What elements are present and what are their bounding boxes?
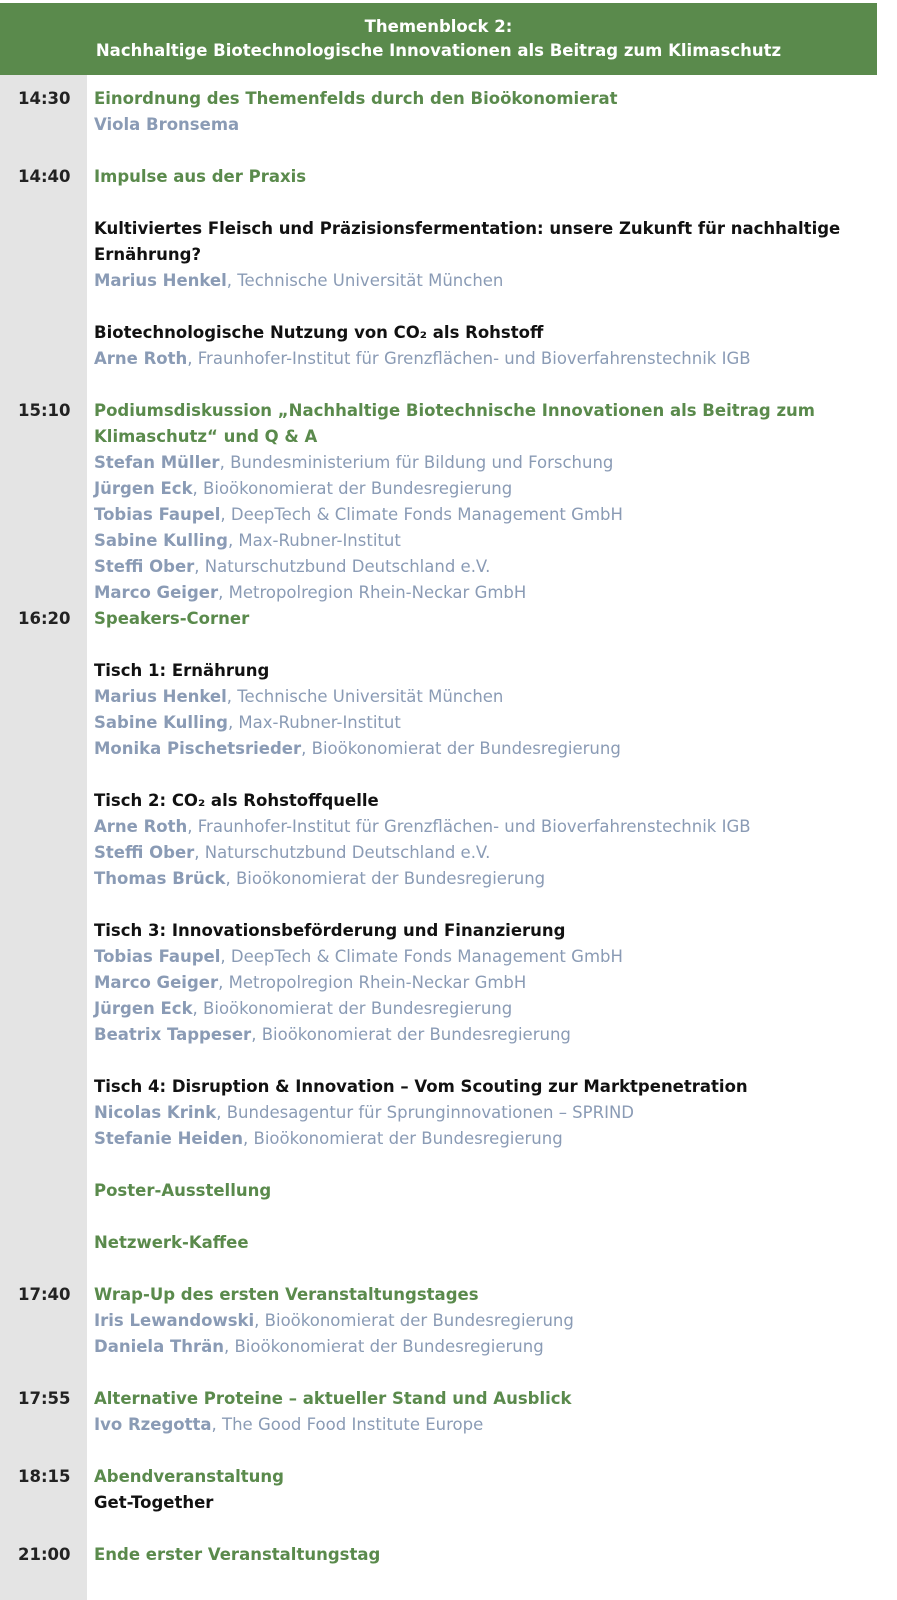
speaker-name: Beatrix Tappeser	[94, 1025, 252, 1044]
speaker-org: , Bioökonomierat der Bundesregierung	[223, 1337, 544, 1356]
speaker-name: Iris Lewandowski	[94, 1311, 255, 1330]
session-title: Podiumsdiskussion „Nachhaltige Biotechnische Innovationen als Beitrag zum	[94, 401, 815, 420]
panelist-line	[94, 450, 864, 476]
panelist-line	[94, 554, 864, 580]
table-title: Tisch 4: Disruption & Innovation – Vom Scouting zur Marktpenetration	[94, 1077, 748, 1096]
speaker-name: Arne Roth	[94, 349, 188, 368]
speaker-org: , Bioökonomierat der Bundesregierung	[301, 739, 621, 758]
speaker-name: Nicolas Krink	[94, 1103, 217, 1122]
program-item-1430	[0, 86, 877, 138]
session-title: Einordnung des Themenfelds durch den Bioökonomierat	[94, 89, 618, 108]
program-item-1440	[0, 164, 877, 372]
speaker-org: , Bioökonomierat der Bundesregierung	[225, 869, 546, 888]
panelist-name: Stefan Müller	[94, 453, 220, 472]
talk-title-continued: Ernährung?	[94, 245, 202, 264]
panelist-line	[94, 476, 864, 502]
program-item-1620	[0, 606, 877, 1256]
panelist-line	[94, 528, 864, 554]
session-title: Abendveranstaltung	[94, 1467, 284, 1486]
speaker-name: Marco Geiger	[94, 973, 219, 992]
speaker-line	[94, 944, 864, 970]
session-subtitle: Get-Together	[94, 1493, 214, 1512]
session-title: Ende erster Veranstaltungstag	[94, 1545, 381, 1564]
panelist-name: Sabine Kulling	[94, 531, 228, 550]
speaker-org: , Technische Universität München	[226, 687, 504, 706]
speaker-org: , The Good Food Institute Europe	[211, 1415, 484, 1434]
speaker-line	[94, 866, 864, 892]
time-label: 14:40	[18, 167, 71, 186]
speaker-org: , Bundesagentur für Sprunginnovationen – SPRIND	[216, 1103, 634, 1122]
poster-exhibition: Poster-Ausstellung	[94, 1181, 272, 1200]
time-label: 15:10	[18, 401, 71, 420]
speaker-org: , Max-Rubner-Institut	[227, 713, 401, 732]
speaker-name: Arne Roth	[94, 817, 188, 836]
speaker-org: , Bioökonomierat der Bundesregierung	[192, 999, 513, 1018]
speaker-line	[94, 814, 864, 840]
speaker-line	[94, 1022, 864, 1048]
table-title: Tisch 2: CO₂ als Rohstoffquelle	[94, 791, 379, 810]
speaker-line	[94, 1334, 864, 1360]
speaker-line	[94, 268, 864, 294]
talk-title: Biotechnologische Nutzung von CO₂ als Rohstoff	[94, 323, 544, 342]
session-title: Speakers-Corner	[94, 609, 250, 628]
speaker-org: , Bioökonomierat der Bundesregierung	[251, 1025, 571, 1044]
panelist-org: , Bundesministerium für Bildung und Forschung	[219, 453, 614, 472]
panelist-org: , Max-Rubner-Institut	[227, 531, 401, 550]
panelist-name: Marco Geiger	[94, 583, 219, 602]
speaker-name: Stefanie Heiden	[94, 1129, 244, 1148]
speaker-line	[94, 736, 864, 762]
speaker-line	[94, 684, 864, 710]
speaker-name: Viola Bronsema	[94, 115, 240, 134]
panelist-name: Jürgen Eck	[94, 479, 193, 498]
time-label: 14:30	[18, 89, 71, 108]
talk-title: Kultiviertes Fleisch und Präzisionsfermentation: unsere Zukunft für nachhaltige	[94, 219, 841, 238]
speaker-line	[94, 996, 864, 1022]
speaker-org: , Technische Universität München	[226, 271, 504, 290]
time-label: 18:15	[18, 1467, 71, 1486]
table-title: Tisch 3: Innovationsbeförderung und Finanzierung	[94, 921, 566, 940]
session-title: Wrap-Up des ersten Veranstaltungstages	[94, 1285, 479, 1304]
session-title-continued: Klimaschutz“ und Q & A	[94, 427, 318, 446]
time-label: 16:20	[18, 609, 71, 628]
speaker-name: Tobias Faupel	[94, 947, 221, 966]
program-item-1755	[0, 1386, 877, 1438]
speaker-name: Steffi Ober	[94, 843, 195, 862]
speaker-line	[94, 710, 864, 736]
speaker-name: Thomas Brück	[94, 869, 226, 888]
speaker-name: Marius Henkel	[94, 271, 227, 290]
speaker-line	[94, 970, 864, 996]
panelist-line	[94, 502, 864, 528]
speaker-line	[94, 1308, 864, 1334]
section-header	[0, 3, 877, 75]
panelist-org: , DeepTech & Climate Fonds Management GmbH	[220, 505, 623, 524]
speaker-name: Daniela Thrän	[94, 1337, 224, 1356]
header-line-1: Themenblock 2:	[364, 17, 513, 36]
speaker-line	[94, 112, 864, 138]
panelist-name: Steffi Ober	[94, 557, 195, 576]
panelist-org: , Naturschutzbund Deutschland e.V.	[194, 557, 491, 576]
speaker-org: , DeepTech & Climate Fonds Management GmbH	[220, 947, 623, 966]
speaker-line	[94, 840, 864, 866]
speaker-name: Ivo Rzegotta	[94, 1415, 212, 1434]
program-item-2100	[0, 1542, 877, 1568]
speaker-org: , Metropolregion Rhein-Neckar GmbH	[218, 973, 527, 992]
program-list	[0, 86, 877, 1568]
speaker-line	[94, 346, 864, 372]
header-line-2: Nachhaltige Biotechnologische Innovationen als Beitrag zum Klimaschutz	[95, 41, 782, 60]
table-title: Tisch 1: Ernährung	[94, 661, 270, 680]
panelist-name: Tobias Faupel	[94, 505, 221, 524]
speaker-name: Sabine Kulling	[94, 713, 228, 732]
speaker-org: , Fraunhofer-Institut für Grenzflächen- und Bioverfahrenstechnik IGB	[187, 349, 751, 368]
speaker-line	[94, 1412, 864, 1438]
speaker-org: , Bioökonomierat der Bundesregierung	[254, 1311, 574, 1330]
speaker-name: Marius Henkel	[94, 687, 227, 706]
panelist-org: , Bioökonomierat der Bundesregierung	[192, 479, 513, 498]
panelist-org: , Metropolregion Rhein-Neckar GmbH	[218, 583, 527, 602]
time-label: 21:00	[18, 1545, 71, 1564]
speaker-line	[94, 1126, 864, 1152]
speaker-name: Monika Pischetsrieder	[94, 739, 302, 758]
time-label: 17:55	[18, 1389, 71, 1408]
networking-coffee: Netzwerk-Kaffee	[94, 1233, 249, 1252]
program-item-1510	[0, 398, 877, 606]
speaker-org: , Fraunhofer-Institut für Grenzflächen- und Bioverfahrenstechnik IGB	[187, 817, 751, 836]
program-item-1740	[0, 1282, 877, 1360]
speaker-org: , Bioökonomierat der Bundesregierung	[243, 1129, 563, 1148]
panelist-line	[94, 580, 864, 606]
program-item-1815	[0, 1464, 877, 1516]
speaker-line	[94, 1100, 864, 1126]
session-title: Impulse aus der Praxis	[94, 167, 307, 186]
speaker-org: , Naturschutzbund Deutschland e.V.	[194, 843, 491, 862]
session-title: Alternative Proteine – aktueller Stand und Ausblick	[94, 1389, 572, 1408]
time-label: 17:40	[18, 1285, 71, 1304]
speaker-name: Jürgen Eck	[94, 999, 193, 1018]
